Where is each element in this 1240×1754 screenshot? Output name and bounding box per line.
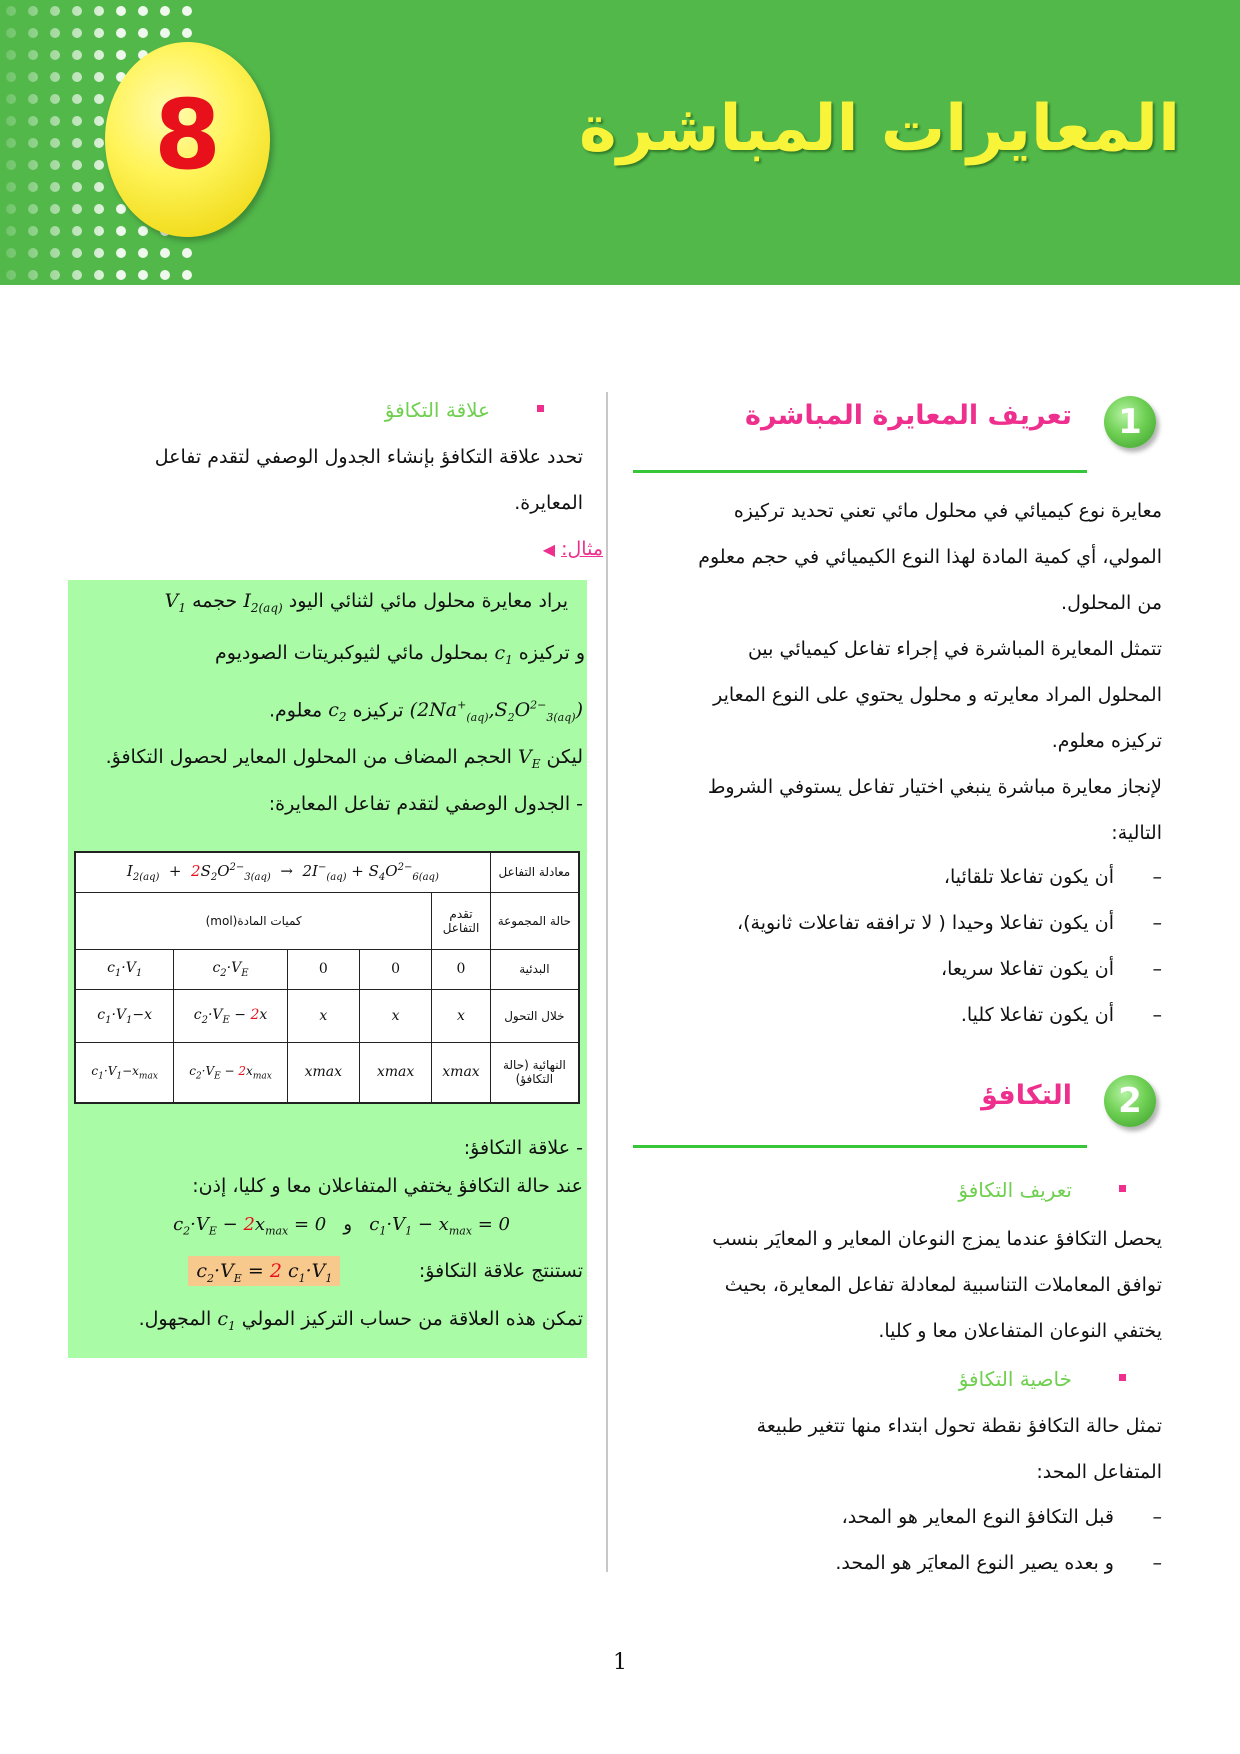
chapter-title: المعايرات المباشرة — [579, 92, 1180, 166]
text: يراد معايرة محلول مائي لثنائي اليود — [288, 590, 568, 612]
formula-c1: $c_1$ — [494, 642, 513, 667]
text-line: توافق المعاملات التناسبية لمعادلة تفاعل المعايرة، بحيث — [724, 1274, 1162, 1296]
sec2-paragraph-1 — [622, 1216, 1162, 1354]
dash-mark: – — [1152, 1552, 1162, 1574]
example-line-7: عند حالة التكافؤ يختفي المتفاعلان معا و كليا، إذن: — [192, 1175, 583, 1197]
example-line-5: - الجدول الوصفي لتقدم تفاعل المعايرة: — [268, 793, 583, 815]
text-line: لإنجاز معايرة مباشرة ينبغي اختيار تفاعل يستوفي الشروط — [707, 776, 1162, 798]
formula-c2: $c_2$ — [328, 699, 347, 725]
table-row — [75, 892, 579, 949]
text-line: المحلول المراد معايرته و محلول يحتوي على النوع المعاير — [713, 684, 1162, 706]
dash-mark: – — [1152, 958, 1162, 980]
text: المجهول. — [138, 1308, 212, 1330]
dash-mark: – — [1152, 912, 1162, 934]
formula-c1: $c_1$ — [217, 1308, 236, 1333]
cell: xmax — [432, 1042, 491, 1103]
table-row — [75, 949, 579, 989]
sec1-paragraph-2 — [622, 626, 1162, 764]
cell: x — [359, 990, 431, 1043]
example-line-2 — [215, 630, 585, 683]
cell: 0 — [287, 949, 359, 989]
dash-mark: – — [1152, 1506, 1162, 1528]
bullet-icon — [1119, 1374, 1126, 1381]
text-line: تمثل حالة التكافؤ نقطة تحول ابتداء منها تتغير طبيعة — [756, 1415, 1162, 1437]
cell: $c_1\cdot V_1-x_{max}$ — [75, 1042, 174, 1103]
example-line-4 — [106, 734, 583, 787]
cell: x — [287, 990, 359, 1043]
text: معلوم. — [268, 699, 323, 722]
cell: xmax — [287, 1042, 359, 1103]
bullet-icon — [1119, 1185, 1126, 1192]
cell: 0 — [359, 949, 431, 989]
text: تستنتج علاقة التكافؤ: — [418, 1260, 583, 1282]
and-word: و — [343, 1214, 353, 1235]
section-1-title: تعريف المعايرة المباشرة — [745, 400, 1072, 431]
table-row — [75, 852, 579, 892]
example-line-3 — [269, 683, 583, 741]
section-2-number: 2 — [1104, 1075, 1156, 1127]
sec1-paragraph-1 — [622, 488, 1162, 626]
cell: $c_2\cdot V_E - 2x_{max}$ — [174, 1042, 287, 1103]
section-2-title: التكافؤ — [981, 1080, 1072, 1111]
state-initial: البدئية — [490, 949, 579, 989]
text: تركيزه — [352, 699, 404, 722]
condition-text: أن يكون تفاعلا وحيدا ( لا ترافقه تفاعلات ثانوية)، — [737, 912, 1114, 934]
text: الحجم المضاف من المحلول المعاير لحصول التكافؤ. — [105, 746, 512, 768]
text: ليكن — [546, 746, 583, 768]
left-paragraph-1 — [63, 434, 583, 526]
cell: $c_2\cdot V_E$ — [174, 949, 287, 989]
progress-table — [74, 851, 580, 1104]
dash-mark: – — [1152, 866, 1162, 888]
text: حجمه — [192, 590, 238, 612]
section-2-underline — [633, 1145, 1087, 1148]
section-1-underline — [633, 470, 1087, 473]
text-line: التالية: — [1111, 822, 1162, 844]
text-line: المتفاعل المحد: — [1036, 1461, 1162, 1483]
example-line-1 — [165, 578, 568, 631]
condition-item — [642, 862, 1162, 892]
text: تمكن هذه العلاقة من حساب التركيز المولي — [241, 1308, 583, 1330]
table-row — [75, 1042, 579, 1103]
limiting-text: و بعده يصير النوع المعايَر هو المحد. — [835, 1552, 1114, 1574]
condition-text: أن يكون تفاعلا كليا. — [960, 1004, 1114, 1026]
text-line: تتمثل المعايرة المباشرة في إجراء تفاعل كيميائي بين — [747, 638, 1162, 660]
dash-mark: – — [1152, 1004, 1162, 1026]
bullet-icon — [537, 405, 544, 412]
text: و تركيزه — [518, 642, 585, 664]
cell: 0 — [432, 949, 491, 989]
text-line: المولي، أي كمية المادة لهذا النوع الكيميائي في حجم معلوم — [698, 546, 1162, 568]
limiting-text: قبل التكافؤ النوع المعاير هو المحد، — [841, 1506, 1114, 1528]
formula-reagent: $(2Na^+_{(aq)},S_2O^{2-}_{3(aq)})$ — [409, 699, 583, 725]
cell: xmax — [359, 1042, 431, 1103]
header-advancement: تقدم التفاعل — [432, 892, 491, 949]
cell: x — [432, 990, 491, 1043]
chapter-number-badge — [105, 42, 270, 237]
example-line-10 — [139, 1296, 583, 1349]
chapter-number: 8 — [154, 79, 221, 191]
text-line: من المحلول. — [1061, 592, 1162, 614]
reaction-equation: $I_{2(aq)} + 2S_2O^{2-}_{3(aq)} \to 2I^-_{(aq)} + S_4O^{2-}_{6(aq)}$ — [75, 852, 490, 892]
condition-text: أن يكون تفاعلا سريعا، — [940, 958, 1114, 980]
cell: $c_1\cdot V_1$ — [75, 949, 174, 989]
cell: $c_2\cdot V_E - 2x$ — [174, 990, 287, 1043]
column-divider — [606, 392, 608, 1572]
sec2-paragraph-2 — [622, 1403, 1162, 1495]
equivalence-relation-highlight: $c_2\cdot V_E = 2$ $c_1\cdot V_1$ — [188, 1256, 340, 1286]
sec1-paragraph-3 — [622, 764, 1162, 856]
condition-item — [642, 954, 1162, 984]
header-state: حالة المجموعة — [490, 892, 579, 949]
formula-V1: $V_1$ — [164, 590, 187, 615]
equation-1: $c_1\cdot V_1 - x_{max} = 0$ — [369, 1214, 510, 1238]
chapter-banner — [0, 0, 1240, 285]
example-line-9 — [188, 1248, 583, 1302]
equation-2: $c_2\cdot V_E - 2x_{max} = 0$ — [173, 1214, 327, 1238]
header-quantities: كميات المادة(mol) — [75, 892, 432, 949]
state-final: النهائية (حالة التكافؤ) — [490, 1042, 579, 1103]
text: بمحلول مائي لثيوكبريتات الصوديوم — [215, 642, 489, 664]
example-line-6: - علاقة التكافؤ: — [463, 1137, 583, 1159]
condition-item — [642, 1000, 1162, 1030]
header-equation: معادلة التفاعل — [490, 852, 579, 892]
text-line: يختفي النوعان المتفاعلان معا و كليا. — [878, 1320, 1162, 1342]
subheading-equivalence-property: خاصية التكافؤ — [958, 1367, 1072, 1391]
limiting-reagent-item — [642, 1548, 1162, 1578]
condition-text: أن يكون تفاعلا تلقائيا، — [943, 866, 1114, 888]
formula-I2: $I_{2(aq)}$ — [243, 590, 283, 615]
example-label — [543, 526, 603, 573]
section-1-number: 1 — [1104, 396, 1156, 448]
example-text: مثال: — [561, 538, 603, 560]
text-line: تحدد علاقة التكافؤ بإنشاء الجدول الوصفي لتقدم تفاعل — [154, 446, 583, 468]
equivalence-equations — [173, 1202, 510, 1255]
condition-item — [642, 908, 1162, 938]
state-during: خلال التحول — [490, 990, 579, 1043]
subheading-equivalence-relation: علاقة التكافؤ — [384, 398, 490, 422]
text-line: تركيزه معلوم. — [1051, 730, 1162, 752]
text-line: معايرة نوع كيميائي في محلول مائي تعني تحديد تركيزه — [733, 500, 1162, 522]
text-line: المعايرة. — [514, 492, 583, 514]
text-line: يحصل التكافؤ عندما يمزج النوعان المعاير و المعايَر بنسب — [712, 1228, 1162, 1250]
limiting-reagent-item — [642, 1502, 1162, 1532]
page-number: 1 — [613, 1650, 627, 1675]
subheading-equivalence-definition: تعريف التكافؤ — [958, 1178, 1072, 1202]
triangle-icon: ◀ — [542, 540, 556, 559]
formula-VE: $V_E$ — [517, 746, 541, 771]
table-row — [75, 990, 579, 1043]
cell: $c_1\cdot V_1-x$ — [75, 990, 174, 1043]
